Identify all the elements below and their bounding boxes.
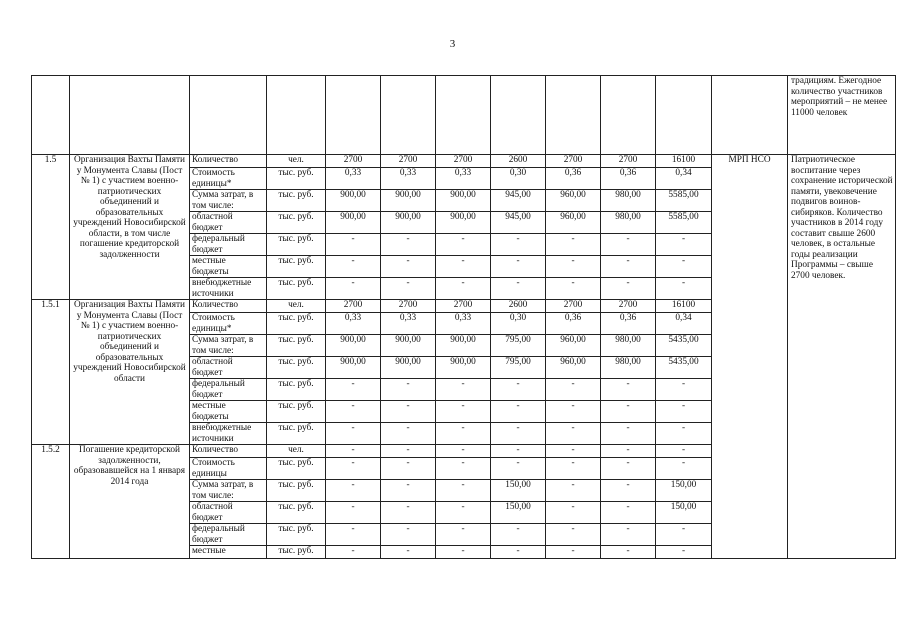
- unit-label: тыс. руб.: [267, 379, 326, 401]
- value-cell: 945,00: [491, 212, 546, 234]
- value-cell: -: [601, 546, 656, 559]
- value-cell: 0,36: [601, 168, 656, 190]
- unit-label: тыс. руб.: [267, 234, 326, 256]
- value-cell: 945,00: [491, 190, 546, 212]
- unit-label: тыс. руб.: [267, 524, 326, 546]
- value-cell: -: [491, 524, 546, 546]
- section-code: 1.5.2: [32, 445, 70, 559]
- value-cell: 2600: [491, 155, 546, 168]
- value-cell: 0,33: [326, 313, 381, 335]
- empty-cell: [436, 76, 491, 155]
- value-cell: 0,33: [326, 168, 381, 190]
- value-cell: -: [436, 502, 491, 524]
- value-cell: -: [491, 256, 546, 278]
- value-cell: -: [601, 480, 656, 502]
- value-cell: 900,00: [326, 190, 381, 212]
- value-cell: -: [601, 458, 656, 480]
- value-cell: -: [381, 480, 436, 502]
- expected-result: Патриотическое воспитание через сохранение исторической памяти, увековечение подвигов воинов-сибиряков. Количество участников в 2014 году составит свыше 2600 человек, в остальные годы реализации Программы – свыше 2700 человек.: [788, 155, 896, 559]
- value-cell: 150,00: [491, 480, 546, 502]
- value-cell: -: [381, 445, 436, 458]
- empty-cell: [70, 76, 190, 155]
- value-cell: -: [436, 524, 491, 546]
- empty-cell: [326, 76, 381, 155]
- value-cell: -: [601, 423, 656, 445]
- indicator-label: областной бюджет: [190, 357, 267, 379]
- unit-label: тыс. руб.: [267, 313, 326, 335]
- indicator-label: федеральный бюджет: [190, 234, 267, 256]
- value-cell: 980,00: [601, 335, 656, 357]
- value-cell: 980,00: [601, 212, 656, 234]
- value-cell: -: [436, 445, 491, 458]
- value-cell: 2600: [491, 300, 546, 313]
- unit-label: тыс. руб.: [267, 546, 326, 559]
- value-cell: -: [546, 458, 601, 480]
- value-cell: 0,36: [546, 168, 601, 190]
- value-cell: -: [436, 546, 491, 559]
- value-cell: 2700: [601, 155, 656, 168]
- value-cell: -: [656, 401, 712, 423]
- value-cell: -: [491, 401, 546, 423]
- indicator-label: Стоимость единицы*: [190, 313, 267, 335]
- unit-label: тыс. руб.: [267, 357, 326, 379]
- unit-label: тыс. руб.: [267, 190, 326, 212]
- value-cell: -: [381, 278, 436, 300]
- value-cell: -: [381, 423, 436, 445]
- value-cell: -: [546, 480, 601, 502]
- empty-cell: [491, 76, 546, 155]
- unit-label: чел.: [267, 155, 326, 168]
- section-code: 1.5: [32, 155, 70, 300]
- value-cell: -: [326, 278, 381, 300]
- value-cell: -: [436, 423, 491, 445]
- value-cell: -: [436, 256, 491, 278]
- unit-label: тыс. руб.: [267, 423, 326, 445]
- value-cell: 150,00: [491, 502, 546, 524]
- unit-label: тыс. руб.: [267, 458, 326, 480]
- value-cell: 960,00: [546, 212, 601, 234]
- value-cell: 900,00: [436, 357, 491, 379]
- indicator-label: местные: [190, 546, 267, 559]
- top-row: [32, 76, 896, 155]
- value-cell: -: [326, 524, 381, 546]
- value-cell: 5435,00: [656, 357, 712, 379]
- indicator-label: Количество: [190, 300, 267, 313]
- indicator-label: федеральный бюджет: [190, 379, 267, 401]
- value-cell: 0,33: [436, 313, 491, 335]
- value-cell: -: [326, 458, 381, 480]
- empty-cell: [190, 76, 267, 155]
- value-cell: -: [601, 256, 656, 278]
- value-cell: 980,00: [601, 357, 656, 379]
- value-cell: 960,00: [546, 190, 601, 212]
- program-table: [31, 75, 896, 559]
- value-cell: -: [546, 546, 601, 559]
- value-cell: 900,00: [436, 190, 491, 212]
- value-cell: 900,00: [326, 335, 381, 357]
- page-number: 3: [449, 38, 456, 50]
- value-cell: 0,36: [546, 313, 601, 335]
- indicator-label: Сумма затрат, в том числе:: [190, 190, 267, 212]
- value-cell: 900,00: [436, 212, 491, 234]
- value-cell: 5585,00: [656, 190, 712, 212]
- value-cell: -: [656, 546, 712, 559]
- unit-label: чел.: [267, 300, 326, 313]
- value-cell: 0,36: [601, 313, 656, 335]
- value-cell: 0,30: [491, 168, 546, 190]
- value-cell: -: [546, 423, 601, 445]
- value-cell: -: [656, 278, 712, 300]
- value-cell: 2700: [546, 155, 601, 168]
- indicator-label: внебюджетные источники: [190, 423, 267, 445]
- value-cell: 795,00: [491, 335, 546, 357]
- unit-label: тыс. руб.: [267, 256, 326, 278]
- unit-label: тыс. руб.: [267, 278, 326, 300]
- value-cell: 980,00: [601, 190, 656, 212]
- value-cell: -: [326, 480, 381, 502]
- value-cell: 150,00: [656, 502, 712, 524]
- unit-label: тыс. руб.: [267, 335, 326, 357]
- value-cell: -: [546, 278, 601, 300]
- unit-label: тыс. руб.: [267, 168, 326, 190]
- value-cell: 900,00: [381, 190, 436, 212]
- value-cell: -: [601, 401, 656, 423]
- value-cell: 2700: [326, 300, 381, 313]
- empty-cell: [712, 76, 788, 155]
- value-cell: -: [436, 401, 491, 423]
- value-cell: 0,33: [381, 168, 436, 190]
- unit-label: чел.: [267, 445, 326, 458]
- indicator-label: Количество: [190, 155, 267, 168]
- indicator-label: областной бюджет: [190, 212, 267, 234]
- value-cell: -: [491, 445, 546, 458]
- value-cell: 0,34: [656, 313, 712, 335]
- value-cell: 2700: [601, 300, 656, 313]
- empty-cell: [601, 76, 656, 155]
- value-cell: -: [656, 256, 712, 278]
- value-cell: 16100: [656, 155, 712, 168]
- unit-label: тыс. руб.: [267, 502, 326, 524]
- section-code: 1.5.1: [32, 300, 70, 445]
- value-cell: -: [381, 401, 436, 423]
- value-cell: -: [601, 445, 656, 458]
- value-cell: -: [436, 458, 491, 480]
- value-cell: -: [656, 234, 712, 256]
- unit-label: тыс. руб.: [267, 401, 326, 423]
- value-cell: -: [601, 524, 656, 546]
- value-cell: 960,00: [546, 335, 601, 357]
- value-cell: 5435,00: [656, 335, 712, 357]
- value-cell: -: [436, 379, 491, 401]
- value-cell: 5585,00: [656, 212, 712, 234]
- empty-cell: [381, 76, 436, 155]
- value-cell: 16100: [656, 300, 712, 313]
- value-cell: -: [546, 379, 601, 401]
- indicator-label: федеральный бюджет: [190, 524, 267, 546]
- value-cell: -: [546, 524, 601, 546]
- value-cell: -: [546, 234, 601, 256]
- section-name: Организация Вахты Памяти у Монумента Славы (Пост № 1) с участием военно-патриотических объединений и образовательных учреждений Новосибирской области, в том числе погашение кредиторской задолженности: [70, 155, 190, 300]
- value-cell: -: [326, 379, 381, 401]
- value-cell: -: [601, 234, 656, 256]
- value-cell: -: [381, 234, 436, 256]
- value-cell: 900,00: [381, 335, 436, 357]
- value-cell: -: [381, 379, 436, 401]
- empty-cell: [546, 76, 601, 155]
- value-cell: -: [381, 502, 436, 524]
- value-cell: -: [326, 234, 381, 256]
- empty-cell: [656, 76, 712, 155]
- indicator-label: местные бюджеты: [190, 256, 267, 278]
- value-cell: -: [381, 524, 436, 546]
- responsible-party: МРП НСО: [712, 155, 788, 559]
- value-cell: -: [491, 458, 546, 480]
- value-cell: 0,33: [381, 313, 436, 335]
- indicator-label: Сумма затрат, в том числе:: [190, 480, 267, 502]
- value-cell: -: [601, 379, 656, 401]
- indicator-label: областной бюджет: [190, 502, 267, 524]
- value-cell: 0,34: [656, 168, 712, 190]
- value-cell: 900,00: [381, 212, 436, 234]
- value-cell: -: [326, 445, 381, 458]
- value-cell: -: [656, 524, 712, 546]
- value-cell: -: [491, 423, 546, 445]
- value-cell: -: [656, 458, 712, 480]
- empty-cell: [267, 76, 326, 155]
- value-cell: 2700: [436, 300, 491, 313]
- value-cell: -: [326, 502, 381, 524]
- unit-label: тыс. руб.: [267, 212, 326, 234]
- value-cell: -: [381, 256, 436, 278]
- top-result-text: традициям. Ежегодное количество участников мероприятий – не менее 11000 человек: [788, 76, 896, 155]
- value-cell: -: [491, 546, 546, 559]
- value-cell: -: [546, 256, 601, 278]
- section-name: Погашение кредиторской задолженности, образовавшейся на 1 января 2014 года: [70, 445, 190, 559]
- value-cell: -: [656, 379, 712, 401]
- value-cell: -: [436, 278, 491, 300]
- value-cell: -: [381, 458, 436, 480]
- value-cell: 0,33: [436, 168, 491, 190]
- value-cell: -: [326, 423, 381, 445]
- value-cell: 960,00: [546, 357, 601, 379]
- value-cell: 2700: [381, 155, 436, 168]
- value-cell: -: [656, 445, 712, 458]
- value-cell: 900,00: [326, 357, 381, 379]
- indicator-label: Стоимость единицы: [190, 458, 267, 480]
- empty-cell: [32, 76, 70, 155]
- value-cell: -: [326, 401, 381, 423]
- value-cell: 795,00: [491, 357, 546, 379]
- table-row: [32, 155, 896, 168]
- value-cell: 900,00: [436, 335, 491, 357]
- value-cell: 900,00: [381, 357, 436, 379]
- indicator-label: Стоимость единицы*: [190, 168, 267, 190]
- value-cell: 2700: [381, 300, 436, 313]
- value-cell: -: [656, 423, 712, 445]
- value-cell: 0,30: [491, 313, 546, 335]
- value-cell: -: [381, 546, 436, 559]
- indicator-label: Количество: [190, 445, 267, 458]
- value-cell: -: [601, 502, 656, 524]
- value-cell: 2700: [436, 155, 491, 168]
- value-cell: -: [601, 278, 656, 300]
- value-cell: -: [491, 278, 546, 300]
- value-cell: -: [546, 502, 601, 524]
- unit-label: тыс. руб.: [267, 480, 326, 502]
- indicator-label: местные бюджеты: [190, 401, 267, 423]
- value-cell: 900,00: [326, 212, 381, 234]
- value-cell: -: [326, 256, 381, 278]
- indicator-label: внебюджетные источники: [190, 278, 267, 300]
- indicator-label: Сумма затрат, в том числе:: [190, 335, 267, 357]
- value-cell: -: [491, 379, 546, 401]
- value-cell: -: [326, 546, 381, 559]
- value-cell: 2700: [326, 155, 381, 168]
- value-cell: 150,00: [656, 480, 712, 502]
- value-cell: -: [436, 234, 491, 256]
- value-cell: -: [546, 445, 601, 458]
- value-cell: 2700: [546, 300, 601, 313]
- value-cell: -: [491, 234, 546, 256]
- section-name: Организация Вахты Памяти у Монумента Славы (Пост № 1) с участием военно-патриотических объединений и образовательных учреждений Новосибирской области: [70, 300, 190, 445]
- value-cell: -: [546, 401, 601, 423]
- value-cell: -: [436, 480, 491, 502]
